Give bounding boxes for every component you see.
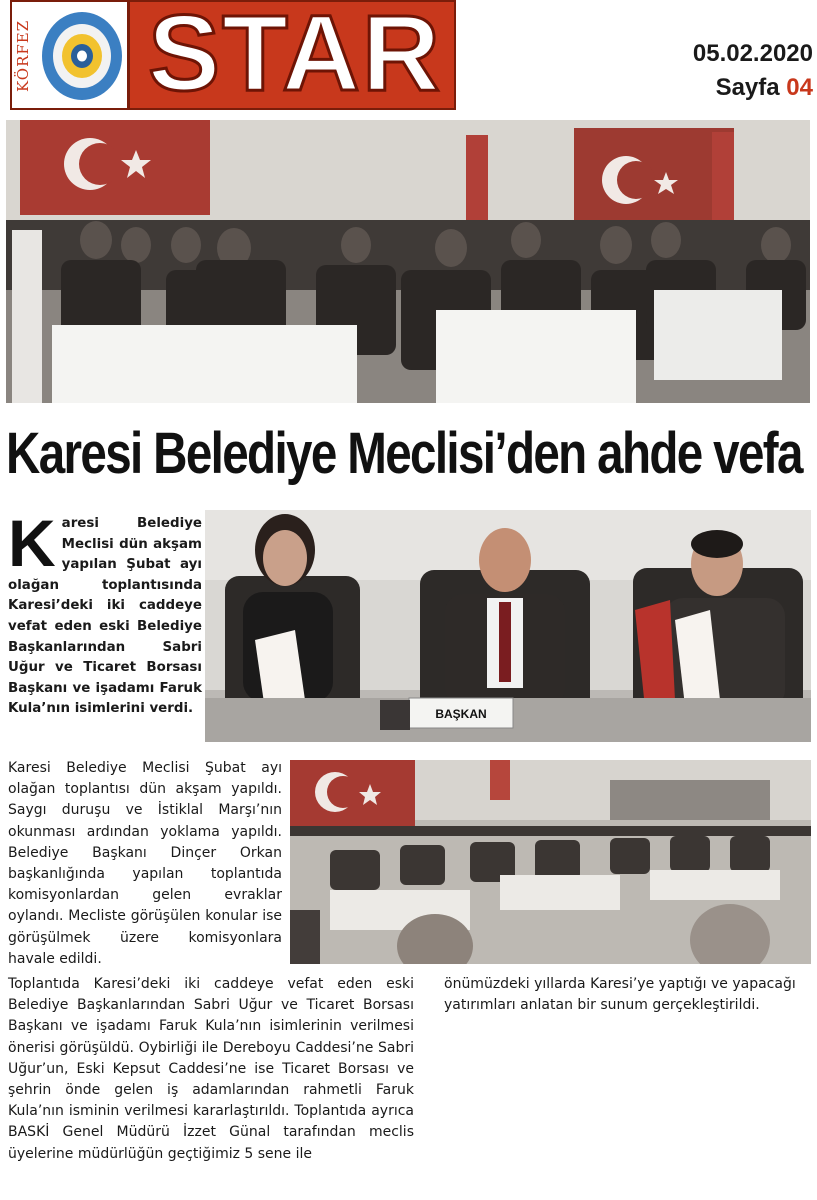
lead-text: aresi Belediye Meclisi dün akşam yapılan Şubat ayı olağan toplantısında Karesi’deki iki caddeye vefat eden eski Belediye Başkanlarından Sabri Uğur ve Ticaret Borsası Başkanı ve işadamı Faruk Kula’nın isimlerini verdi. xyxy=(8,516,202,717)
desk-front-center xyxy=(436,310,636,403)
logo-wordmark: STAR xyxy=(148,0,442,113)
eye-emblem-icon xyxy=(40,10,124,102)
logo-side-text: KÖRFEZ xyxy=(14,19,32,93)
photo-council-presidency xyxy=(205,510,811,742)
article-body-part-3: önümüzdeki yıllarda Karesi’ye yaptığı ve yapacağı yatırımları anlatan bir sunum gerçekleştirildi. xyxy=(444,976,796,1014)
article-body-part-2: Toplantıda Karesi’deki iki caddeye vefat eden eski Belediye Başkanlarından Sabri Uğur ve Ticaret Borsası Başkanı ve işadamı Faruk Kula’nın isimlerinin verilmesi önerisi görüşüldü. Oybirliği ile Dereboyu Caddesi’ne Sabri Uğur’un, Eski Kepsut Caddesi’ne ise Ticaret Borsası ve şehrin önde gelen iş adamlarından rahmetli Faruk Kula’nın isminin verilmesi kararlaştırıldı. Toplantıda ayrıca BASKİ Genel Müdürü İzzet Günal tarafından meclis üyelerine müdürlüğün geçtiğimiz 5 sene ile xyxy=(8,976,414,1162)
article-lead xyxy=(8,506,202,720)
desk-front-left xyxy=(52,325,357,403)
page-label: Sayfa xyxy=(715,74,780,101)
issue-date: 05.02.2020 xyxy=(692,40,813,67)
article-headline: Karesi Belediye Meclisi’den ahde vefa xyxy=(6,421,802,486)
drop-cap: K xyxy=(8,506,56,580)
photo-council-hall xyxy=(290,760,811,964)
desk-front-right xyxy=(654,290,782,380)
page-indicator xyxy=(716,74,813,102)
placard-text: BAŞKAN xyxy=(435,707,487,721)
korfez-star-logo xyxy=(10,0,456,113)
logo-emblem-panel xyxy=(12,2,130,108)
page-number: 04 xyxy=(786,74,813,101)
photo-council-voting xyxy=(6,120,810,403)
article-body-part-1: Karesi Belediye Meclisi Şubat ayı olağan toplantısı dün akşam yapıldı. Saygı duruşu ve İstiklal Marşı’nın okunması ardından yoklama yapıldı. Belediye Başkanı Dinçer Orkan başkanlığında yapılan toplantıda komisyonlardan gelen evraklar oylandı. Mecliste görüşülen konular ise görüşülmek üzere komisyonlara havale edildi. xyxy=(8,760,282,967)
